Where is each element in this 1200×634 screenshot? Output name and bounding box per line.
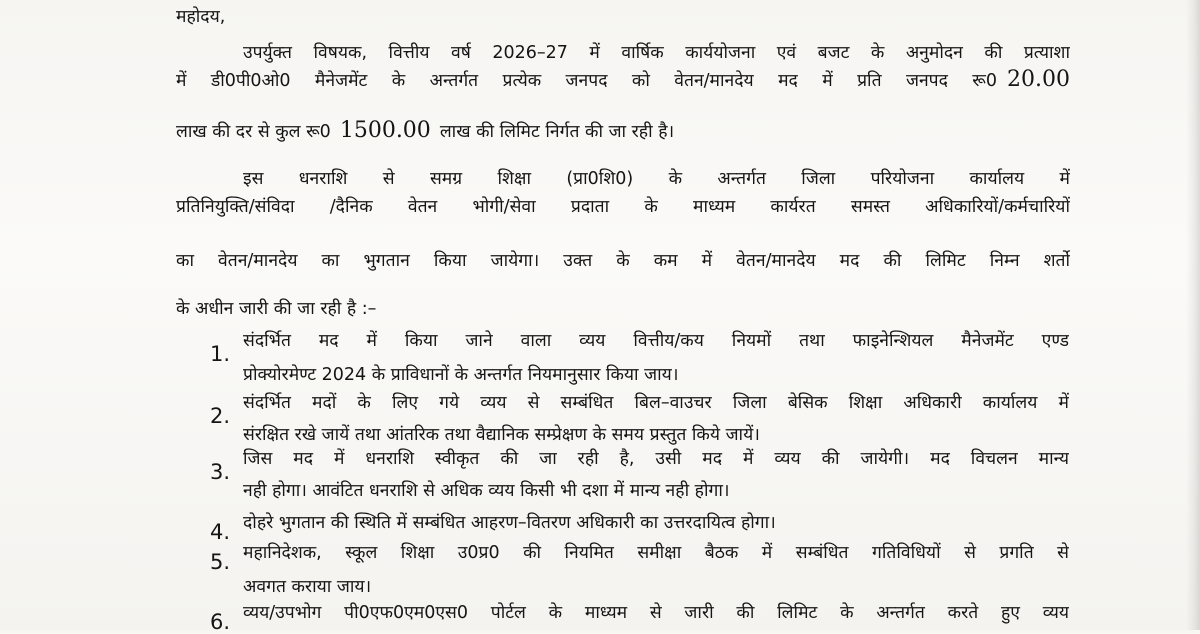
condition-3-line1: जिस मद में धनराशि स्वीकृत की जा रही है, उसी मद में व्यय की जायेगी। मद विचलन मान्य <box>243 449 1069 469</box>
condition-2-number: 2. <box>210 404 231 428</box>
para1-line1: उपर्युक्त विषयक, वित्तीय वर्ष 2026–27 में वार्षिक कार्ययोजना एवं बजट के अनुमोदन की प्रत्याशा <box>243 43 1070 63</box>
para1-line2 <box>176 64 1070 92</box>
para2-line3: का वेतन/मानदेय का भुगतान किया जायेगा। उक्त के कम में वेतन/मानदेय मद की लिमिट निम्न शर्तो <box>176 251 1070 271</box>
condition-6-number: 6. <box>210 610 231 634</box>
salutation: महोदय, <box>176 7 226 27</box>
condition-4-number: 4. <box>210 520 231 544</box>
condition-3-line2: नही होगा। आवंटित धनराशि से अधिक व्यय किसी भी दशा में मान्य नही होगा। <box>243 481 730 501</box>
page-shadow-edge <box>1186 0 1200 630</box>
condition-5-line1: महानिदेशक, स्कूल शिक्षा उ0प्र0 की नियमित समीक्षा बैठक में सम्बंधित गतिविधियों से प्रगति से <box>243 543 1069 563</box>
condition-5-number: 5. <box>210 550 231 574</box>
condition-3-number: 3. <box>210 460 231 484</box>
condition-1-line1: संदर्भित मद में किया जाने वाला व्यय वित्तीय/कय नियमों तथा फाइनेन्शियल मैनेजमेंट एण्ड <box>243 331 1069 351</box>
para1-line3-suffix: लाख की लिमिट निर्गत की जा रही है। <box>439 122 675 142</box>
condition-1-line2: प्रोक्योरमेण्ट 2024 के प्राविधानों के अन्तर्गत नियमानुसार किया जाय। <box>243 365 679 385</box>
para1-line3 <box>176 118 674 143</box>
condition-5-line2: अवगत कराया जाय। <box>243 577 372 597</box>
para1-line3-prefix: लाख की दर से कुल रू0 <box>176 122 331 142</box>
para2-line1: इस धनराशि से समग्र शिक्षा (प्रा0शि0) के अन्तर्गत जिला परियोजना कार्यालय में <box>243 169 1070 189</box>
total-amount: 1500.00 <box>339 118 431 143</box>
condition-2-line2: संरक्षित रखे जायें तथा आंतरिक तथा वैद्यानिक सम्प्रेक्षण के समय प्रस्तुत किये जायें। <box>243 425 760 445</box>
para1-line2-text: में डी0पी0ओ0 मैनेजमेंट के अन्तर्गत प्रत्येक जनपद को वेतन/मानदेय मद में प्रति जनपद रू0 <box>176 71 998 91</box>
condition-6-line1: व्यय/उपभोग पी0एफ0एम0एस0 पोर्टल के माध्यम से जारी की लिमिट के अन्तर्गत करते हुए व्यय <box>243 603 1069 623</box>
para2-line4: के अधीन जारी की जा रही है :– <box>176 299 377 319</box>
condition-1-number: 1. <box>210 342 231 366</box>
condition-2-line1: संदर्भित मदों के लिए गये व्यय से सम्बंधित बिल–वाउचर जिला बेसिक शिक्षा अधिकारी कार्यालय में <box>243 393 1069 413</box>
para2-line2: प्रतिनियुक्ति/संविदा /दैनिक वेतन भोगी/सेवा प्रदाता के माध्यम कार्यरत समस्त अधिकारियों/कर्मचारियों <box>176 197 1070 217</box>
condition-4-line1: दोहरे भुगतान की स्थिति में सम्बंधित आहरण–वितरण अधिकारी का उत्तरदायित्व होगा। <box>243 513 776 533</box>
amount-per-district: 20.00 <box>1007 67 1070 92</box>
